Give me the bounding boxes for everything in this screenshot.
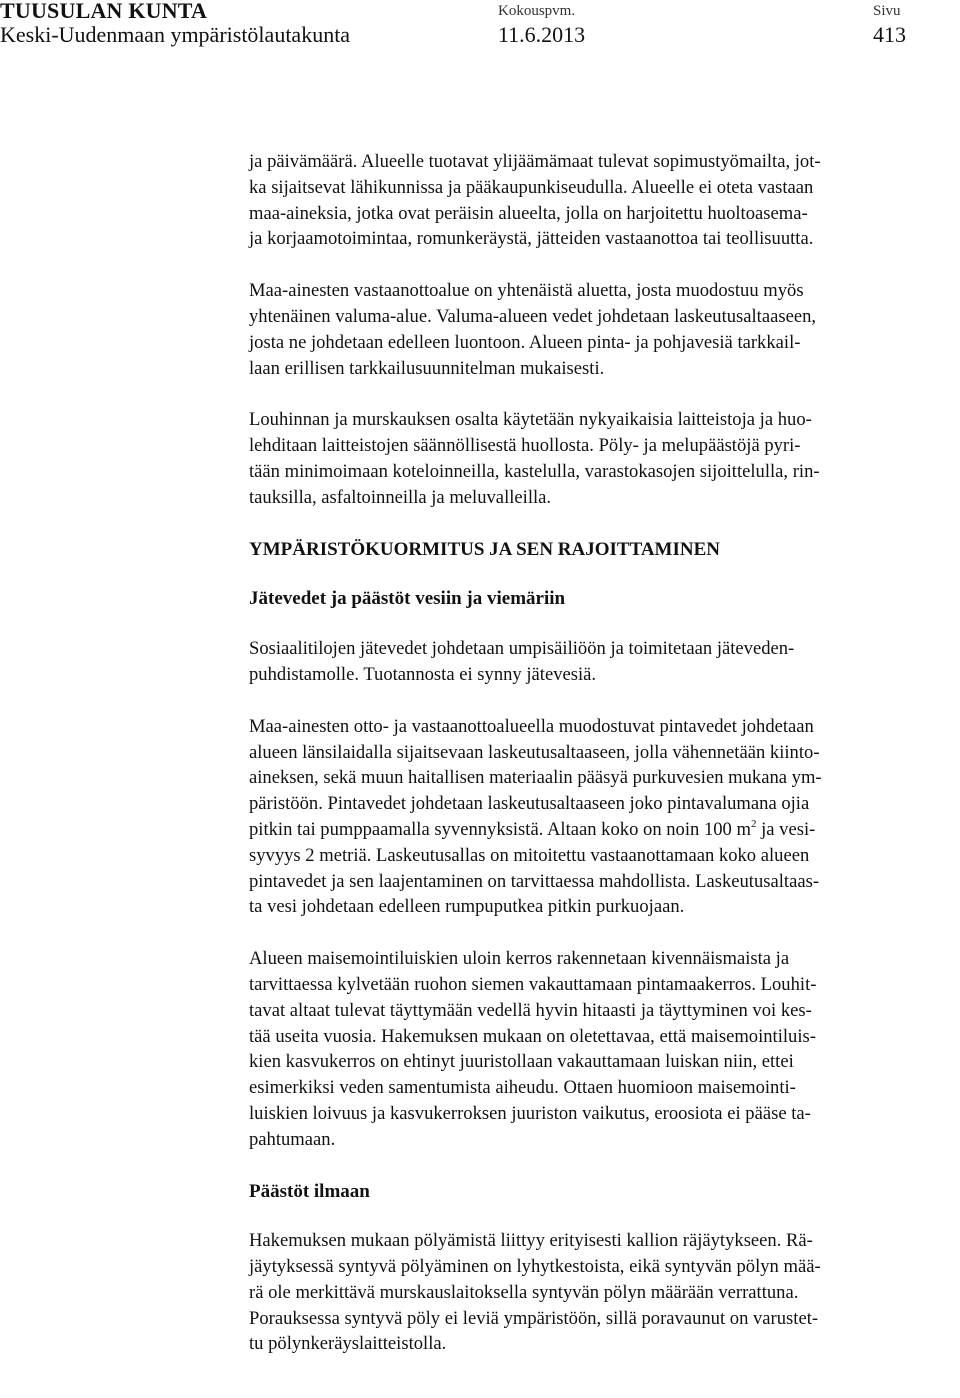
- text-line: päristöön. Pintavedet johdetaan laskeutusaltaaseen joko pintavalumana ojia: [249, 793, 810, 815]
- page-header: [0, 0, 960, 60]
- text-line: yhtenäinen valuma-alue. Valuma-alueen vedet johdetaan laskeutusaltaaseen,: [249, 305, 817, 327]
- text-line: alueen länsilaidalla sijaitsevaan laskeutusaltaaseen, jolla vähennetään kiinto-: [249, 741, 820, 763]
- subsection-heading-air-emissions: Päästöt ilmaan: [249, 1180, 370, 1202]
- text-fragment: pitkin tai pumppaamalla syvennyksistä. Altaan koko on noin 100 m: [249, 818, 751, 840]
- page-number: 413: [873, 22, 906, 47]
- text-line: esimerkiksi veden samentumista aiheudu. Ottaen huomioon maisemointi-: [249, 1077, 796, 1099]
- text-line: pahtumaan.: [249, 1128, 336, 1150]
- text-line: Hakemuksen mukaan pölyämistä liittyy erityisesti kallion räjäytykseen. Rä-: [249, 1230, 813, 1252]
- text-line: tarvittaessa kylvetään ruohon siemen vakauttamaan pintamaakerros. Louhit-: [249, 973, 817, 995]
- section-heading-environmental-load: YMPÄRISTÖKUORMITUS JA SEN RAJOITTAMINEN: [249, 538, 721, 560]
- text-line: laan erillisen tarkkailusuunnitelman mukaisesti.: [249, 357, 605, 379]
- meeting-date: 11.6.2013: [498, 22, 586, 47]
- text-line: Sosiaalitilojen jätevedet johdetaan umpisäiliöön ja toimitetaan jäteveden-: [249, 638, 795, 660]
- paragraph-incoming-soils: [249, 149, 955, 252]
- text-line: lehditaan laitteistojen säännöllisestä huollosta. Pöly- ja melupäästöjä pyri-: [249, 435, 801, 457]
- text-line: Alueen maisemointiluiskien uloin kerros rakennetaan kivennäismaista ja: [249, 948, 790, 970]
- text-line: Louhinnan ja murskauksen osalta käytetään nykyaikaisia laitteistoja ja huo-: [249, 409, 812, 431]
- paragraph-sanitary-wastewater: [249, 636, 955, 688]
- text-line: ja päivämäärä. Alueelle tuotavat ylijäämämaat tulevat sopimustyömailta, jot-: [249, 151, 821, 172]
- text-line: maa-aineksia, jotka ovat peräisin alueelta, jolla on harjoitettu huoltoasema-: [249, 202, 808, 224]
- text-line: tavat altaat tulevat täyttymään vedellä hyvin hitaasti ja täyttyminen voi kes-: [249, 999, 812, 1021]
- text-line: tu pölynkeräyslaitteistolla.: [249, 1333, 447, 1355]
- meeting-date-label: Kokouspvm.: [498, 3, 576, 19]
- committee-name: Keski-Uudenmaan ympäristölautakunta: [0, 22, 351, 47]
- text-line: ta vesi johdetaan edelleen rumpuputkea pitkin purkuojaan.: [249, 896, 685, 918]
- subsection-heading-wastewater: Jätevedet ja päästöt vesiin ja viemäriin: [249, 588, 566, 610]
- text-line-basin-size: [249, 817, 955, 843]
- text-line: syvyys 2 metriä. Laskeutusallas on mitoitettu vastaanottamaan koko alueen: [249, 844, 810, 866]
- text-line: ka sijaitsevat lähikunnissa ja pääkaupunkiseudulla. Alueelle ei oteta vastaan: [249, 176, 814, 198]
- text-line: Maa-ainesten vastaanottoalue on yhtenäistä aluetta, josta muodostuu myös: [249, 280, 804, 302]
- page-number-label: Sivu: [873, 3, 901, 19]
- text-line: josta ne johdetaan edelleen luontoon. Alueen pinta- ja pohjavesiä tarkkail-: [249, 331, 801, 353]
- text-line: rä ole merkittävä murskauslaitoksella syntyvän pölyn määrään verrattuna.: [249, 1281, 799, 1303]
- text-line: kien kasvukerros on ehtinyt juuristollaan vakauttamaan luiskan niin, ettei: [249, 1051, 794, 1073]
- text-line: Porauksessa syntyvä pöly ei leviä ympäristöön, sillä poravaunut on varustet-: [249, 1307, 819, 1329]
- text-line: tauksilla, asfaltoinneilla ja meluvalleilla.: [249, 486, 552, 508]
- text-line: aineksen, sekä muun haitallisen materiaalin pääsyä purkuvesien mukana ym-: [249, 767, 822, 789]
- text-line: puhdistamolle. Tuotannosta ei synny jätevesiä.: [249, 663, 597, 685]
- paragraph-surface-water: [249, 714, 955, 920]
- text-line: pintavedet ja sen laajentaminen on tarvittaessa mahdollista. Laskeutusaltaas-: [249, 870, 820, 892]
- organization-name: TUUSULAN KUNTA: [0, 0, 208, 23]
- paragraph-landscaping-slopes: [249, 946, 955, 1152]
- text-line: luiskien loivuus ja kasvukerroksen juuriston vaikutus, eroosiota ei pääse ta-: [249, 1102, 811, 1124]
- text-line: tään minimoimaan koteloinneilla, kastelulla, varastokasojen sijoittelulla, rin-: [249, 460, 820, 482]
- superscript-exponent: 2: [750, 817, 757, 830]
- text-line: Maa-ainesten otto- ja vastaanottoalueella muodostuvat pintavedet johdetaan: [249, 715, 814, 737]
- document-body: [249, 149, 955, 1383]
- text-line: tää useita vuosia. Hakemuksen mukaan on oletettavaa, että maisemointiluis-: [249, 1025, 816, 1047]
- paragraph-quarrying-equipment: [249, 407, 955, 510]
- paragraph-dust-emissions: [249, 1228, 955, 1357]
- text-fragment: ja vesi-: [756, 818, 816, 840]
- text-line: jäytyksessä syntyvä pölyäminen on lyhytkestoista, eikä syntyvän pölyn mää-: [249, 1256, 821, 1278]
- text-line: ja korjaamotoimintaa, romunkeräystä, jätteiden vastaanottoa tai teollisuutta.: [249, 228, 814, 250]
- paragraph-receiving-area: [249, 278, 955, 381]
